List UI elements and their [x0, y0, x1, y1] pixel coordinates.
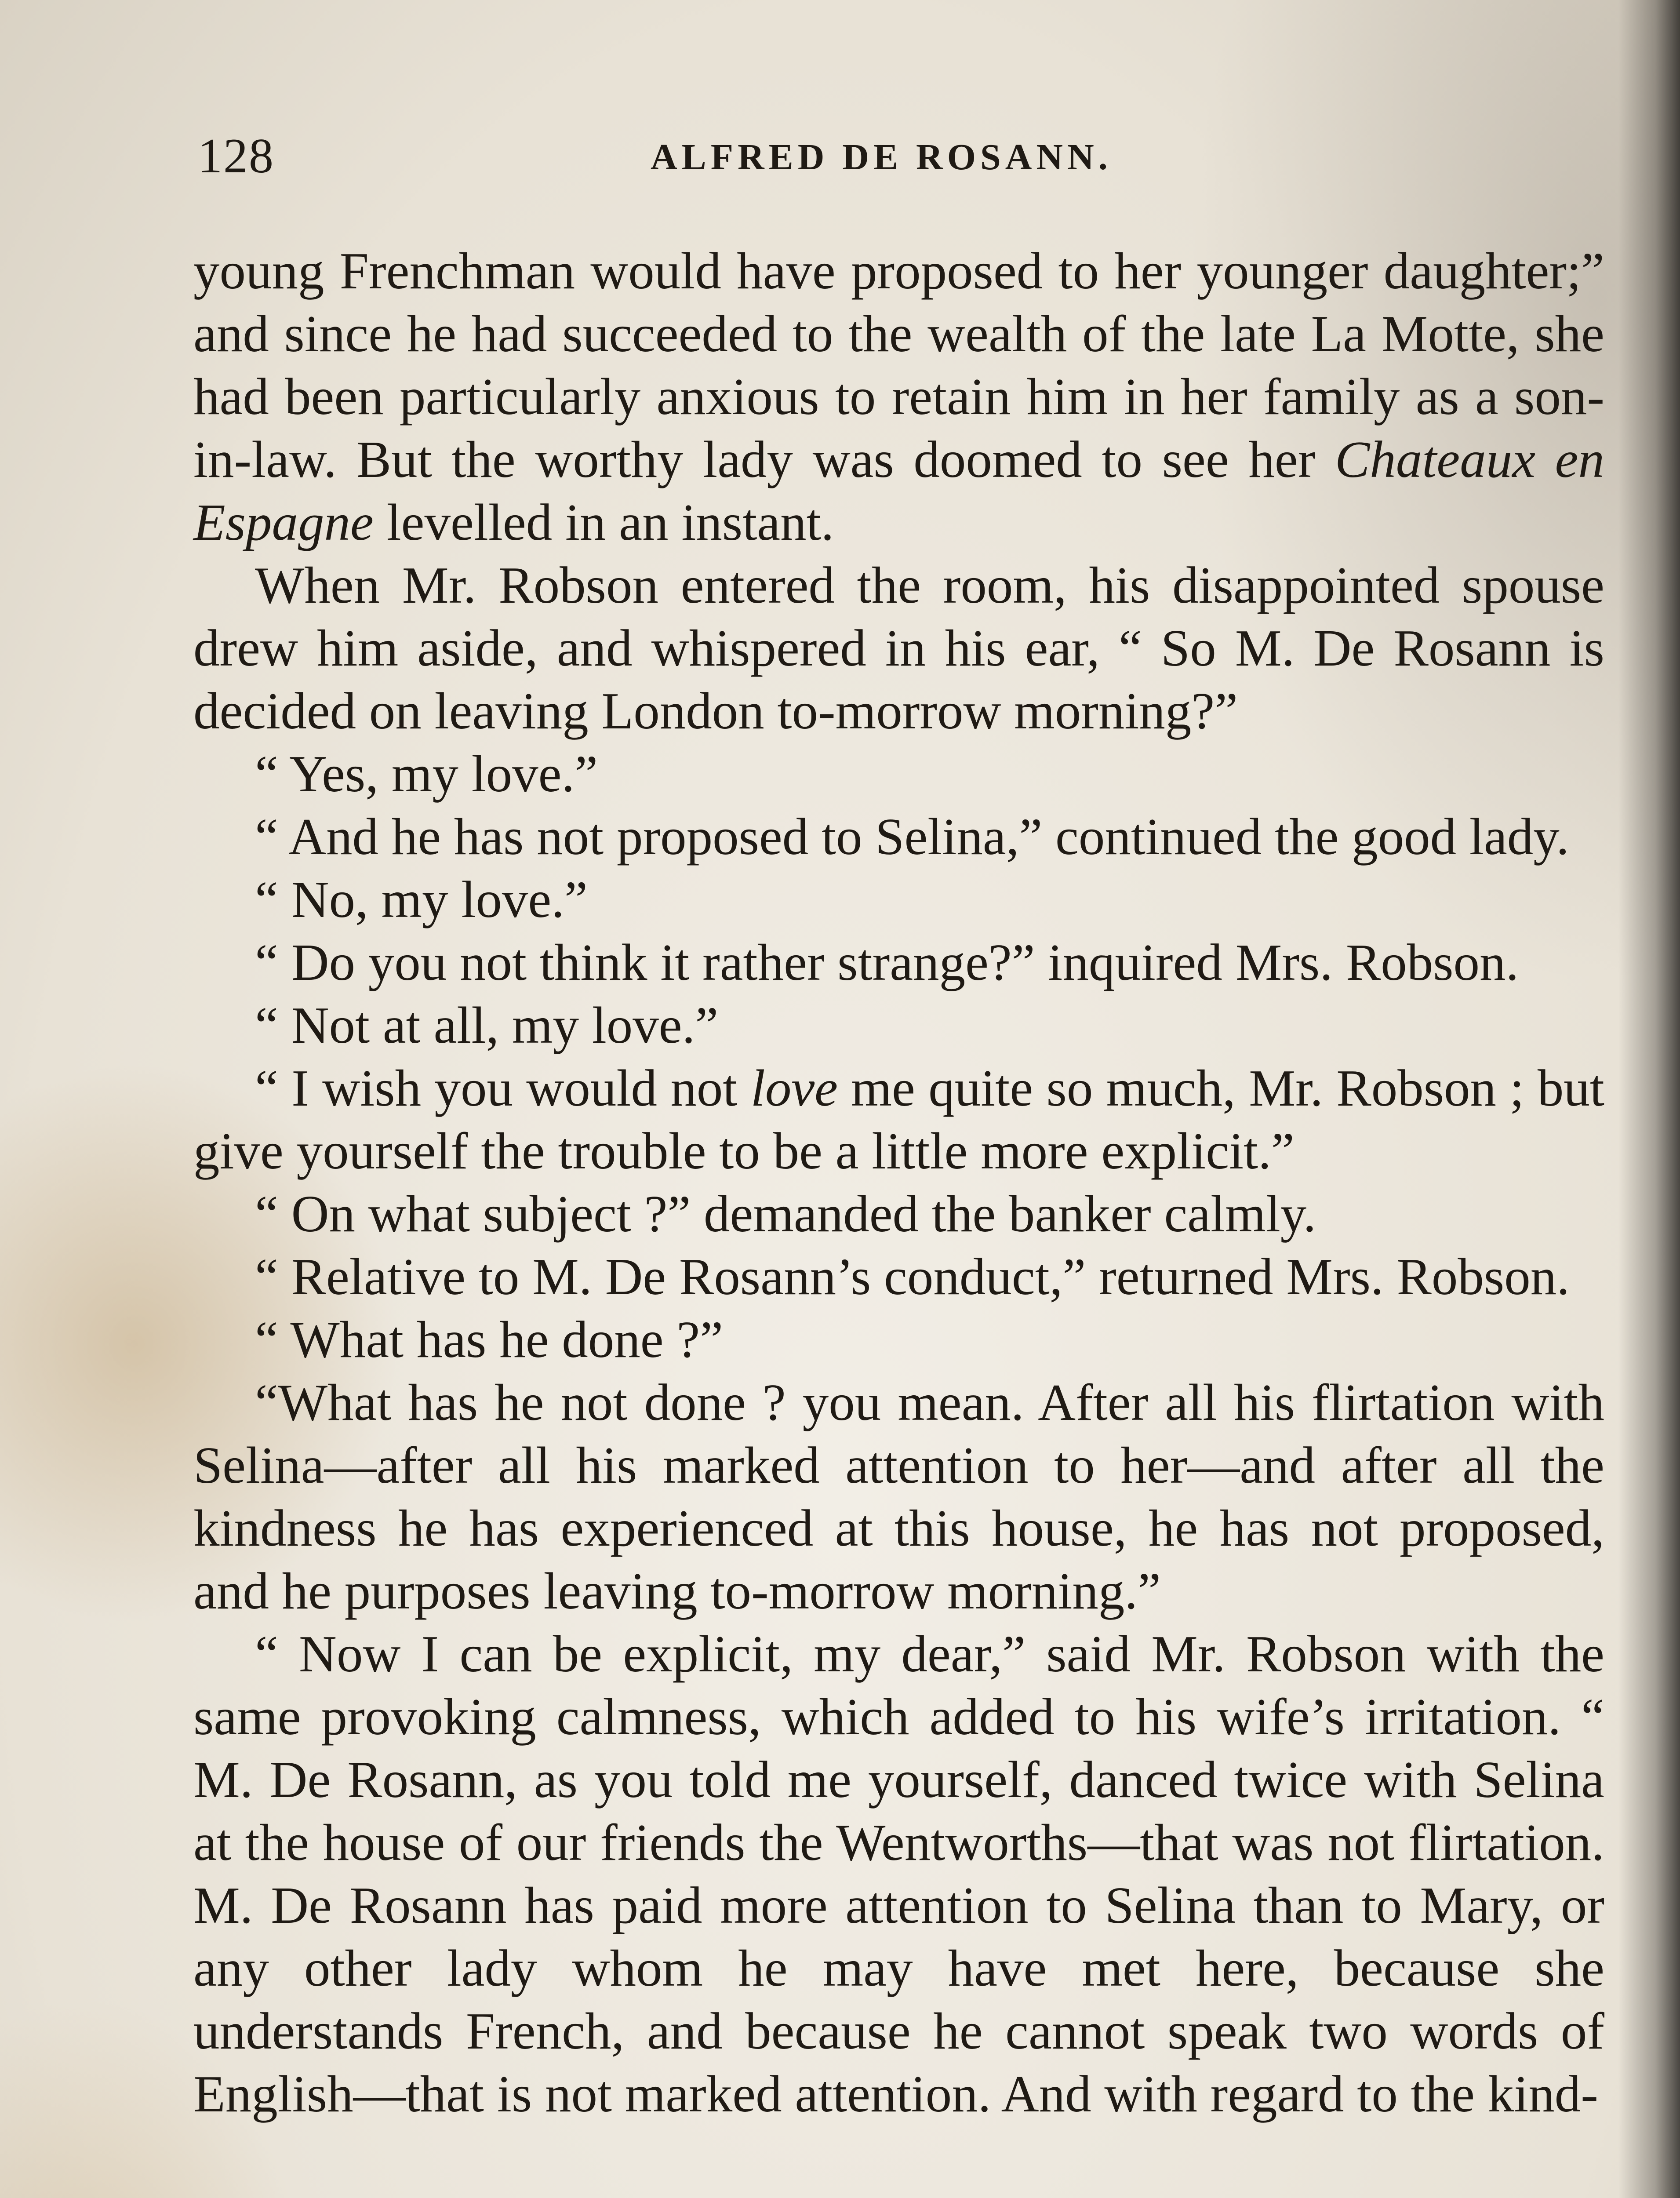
page-edge-shadow: [1618, 0, 1680, 2198]
paragraph: [193, 1371, 1604, 1623]
text-span: “ I wish you would not: [255, 1059, 751, 1117]
italic-word: love: [750, 1059, 838, 1117]
running-title: ALFRED DE ROSANN.: [651, 137, 1112, 178]
text-span: “What has he not done ? you mean. After all his flirtation with Selina—after all his marked attention to her—and after all the kindness he has experienced at this house, he has not proposed, and he purposes leaving to-morrow morning.”: [193, 1373, 1604, 1620]
paragraph: [193, 868, 1604, 931]
paragraph: [193, 1623, 1604, 2125]
paragraph: [193, 554, 1604, 742]
text-span: “ Yes, my love.”: [255, 745, 598, 803]
text-span: When Mr. Robson entered the room, his disappointed spouse drew him aside, and whispered in his ear, “ So M. De Rosann is decided on leaving London to-morrow morning?”: [193, 556, 1604, 740]
text-span: me quite so much, Mr. Robson ; but give yourself the trouble to be a little more explicit.”: [193, 1059, 1604, 1180]
text-span: “ Not at all, my love.”: [255, 996, 719, 1054]
text-span: “ Relative to M. De Rosann’s conduct,” returned Mrs. Robson.: [255, 1248, 1570, 1306]
page-number: 128: [198, 129, 274, 183]
text-span: “ No, my love.”: [255, 870, 588, 928]
italic-phrase: Chateaux en Espagne: [193, 430, 1604, 551]
text-span: “ On what subject ?” demanded the banker calmly.: [255, 1185, 1316, 1243]
text-span: “ Do you not think it rather strange?” inquired Mrs. Robson.: [255, 933, 1519, 991]
paragraph: [193, 805, 1604, 868]
text-span: “ What has he done ?”: [255, 1310, 724, 1368]
text-span: young Frenchman would have proposed to her younger daughter;” and since he had succeeded to the wealth of the late La Motte, she had been particularly anxious to retain him in her family as a son-in-law. But the worthy lady was doomed to see her: [193, 242, 1604, 488]
paragraph: [193, 1183, 1604, 1245]
paragraph: [193, 931, 1604, 994]
paragraph: [193, 1308, 1604, 1371]
paragraph: [193, 1245, 1604, 1308]
paragraph: [193, 994, 1604, 1057]
text-span: “ Now I can be explicit, my dear,” said Mr. Robson with the same provoking calmness, which added to his wife’s irritation. “ M. De Rosann, as you told me yourself, danced twice with Selina at the house of our friends the Wentworths—that was not flirtation. M. De Rosann has paid more attention to Selina than to Mary, or any other lady whom he may have met here, because she understands French, and because he cannot speak two words of English—that is not marked attention. And with regard to the kind-: [193, 1625, 1604, 2123]
text-span: “ And he has not proposed to Selina,” continued the good lady.: [255, 808, 1569, 866]
page-header: [198, 125, 1604, 187]
text-span: levelled in an instant.: [373, 493, 834, 551]
paragraph: [193, 742, 1604, 805]
paragraph: [193, 240, 1604, 554]
body-text: [193, 240, 1604, 2125]
paragraph: [193, 1057, 1604, 1183]
